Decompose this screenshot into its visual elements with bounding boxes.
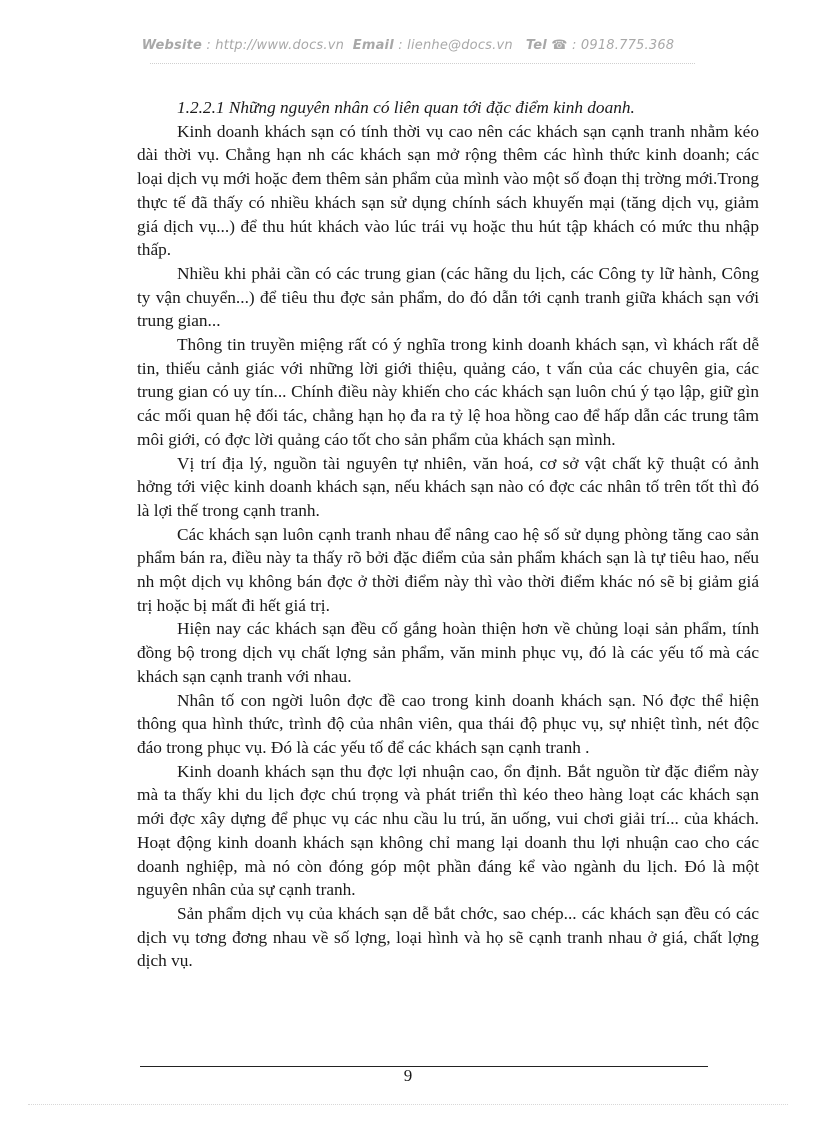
tel-label: Tel bbox=[525, 38, 547, 53]
page-header bbox=[0, 38, 816, 53]
email-value: : lienhe@docs.vn bbox=[398, 38, 513, 53]
paragraph: Nhiều khi phải cần có các trung gian (các hãng du lịch, các Công ty lữ hành, Công ty vận chuyển...) để tiêu thu đợc sản phẩm, do đó dẫn tới cạnh tranh giữa khách sạn với trung gian... bbox=[137, 263, 759, 331]
website-label: Website bbox=[141, 38, 202, 53]
paragraph: Sản phẩm dịch vụ của khách sạn dễ bắt chớc, sao chép... các khách sạn đều có các dịch vụ tơng đơng nhau về số lợng, loại hình và họ sẽ cạnh tranh nhau ở giá, chất lợng dịch vụ. bbox=[137, 903, 759, 971]
paragraph: Kinh doanh khách sạn có tính thời vụ cao nên các khách sạn cạnh tranh nhằm kéo dài thời vụ. Chẳng hạn nh các khách sạn mở rộng thêm các hình thức kinh doanh; các loại dịch vụ mới hoặc đem thêm sản phẩm của mình vào một số đoạn thị trờng mới.Trong thực tế đã thấy có nhiều khách sạn sử dụng chính sách khuyến mại (tăng dịch vụ, giảm giá dịch vụ...) để thu hút khách vào lúc trái vụ hoặc thu hút tập khách có mức thu nhập thấp. bbox=[137, 121, 759, 260]
page-number: 9 bbox=[403, 1066, 413, 1085]
paragraph: Vị trí địa lý, nguồn tài nguyên tự nhiên, văn hoá, cơ sở vật chất kỹ thuật có ảnh hởng tới việc kinh doanh khách sạn, nếu khách sạn nào có đợc các nhân tố trên tốt thì đó là lợi thế trong cạnh tranh. bbox=[137, 453, 759, 520]
paragraph: Kinh doanh khách sạn thu đợc lợi nhuận cao, ổn định. Bắt nguồn từ đặc điểm này mà ta thấy khi du lịch đợc chú trọng và phát triển thì kéo theo hàng loạt các khách sạn mới đợc xây dựng để phục vụ các nhu cầu lu trú, ăn uống, vui chơi giải trí... của khách. Hoạt động kinh doanh khách sạn không chỉ mang lại doanh thu lợi nhuận cao cho các doanh nghiệp, mà nó còn đóng góp một phần đáng kể vào ngành du lịch. Đó là một nguyên nhân của sự cạnh tranh. bbox=[137, 761, 759, 900]
bottom-divider bbox=[28, 1104, 788, 1105]
paragraph: Các khách sạn luôn cạnh tranh nhau để nâng cao hệ số sử dụng phòng tăng cao sản phẩm bán ra, điều này ta thấy rõ bởi đặc điểm của sản phẩm khách sạn là tự tiêu hao, nếu nh một dịch vụ không bán đợc ở thời điểm này thì vào thời điểm khác nó sẽ bị giảm giá trị hoặc bị mất đi hết giá trị. bbox=[137, 524, 759, 615]
email-label: Email bbox=[352, 38, 394, 53]
paragraph: Nhân tố con ngời luôn đợc đề cao trong kinh doanh khách sạn. Nó đợc thể hiện thông qua hình thức, trình độ của nhân viên, qua thái độ phục vụ, sự nhiệt tình, nét độc đáo trong phục vụ. Đó là các yếu tố để các khách sạn cạnh tranh . bbox=[137, 690, 759, 757]
header-divider bbox=[150, 63, 695, 64]
section-heading: 1.2.2.1 Những nguyên nhân có liên quan tới đặc điểm kinh doanh. bbox=[177, 98, 635, 117]
document-body bbox=[137, 96, 759, 973]
paragraph: Hiện nay các khách sạn đều cố gắng hoàn thiện hơn về chủng loại sản phẩm, tính đồng bộ trong dịch vụ chất lợng sản phẩm, văn minh phục vụ, đó là các yếu tố mà các khách sạn cạnh tranh với nhau. bbox=[137, 619, 759, 686]
tel-value: ☎ : 0918.775.368 bbox=[551, 38, 675, 53]
paragraph: Thông tin truyền miệng rất có ý nghĩa trong kinh doanh khách sạn, vì khách rất dễ tin, thiếu cảnh giác với những lời giới thiệu, quảng cáo, t vấn của các chuyên gia, các trung gian có uy tín... Chính điều này khiến cho các khách sạn luôn chú ý tạo lập, giữ gìn các mối quan hệ đối tác, chẳng hạn họ đa ra tỷ lệ hoa hồng cao để hấp dẫn các trung tâm môi giới, có đợc lời quảng cáo tốt cho sản phẩm của khách sạn mình. bbox=[137, 335, 759, 449]
website-value: : http://www.docs.vn bbox=[206, 38, 345, 53]
